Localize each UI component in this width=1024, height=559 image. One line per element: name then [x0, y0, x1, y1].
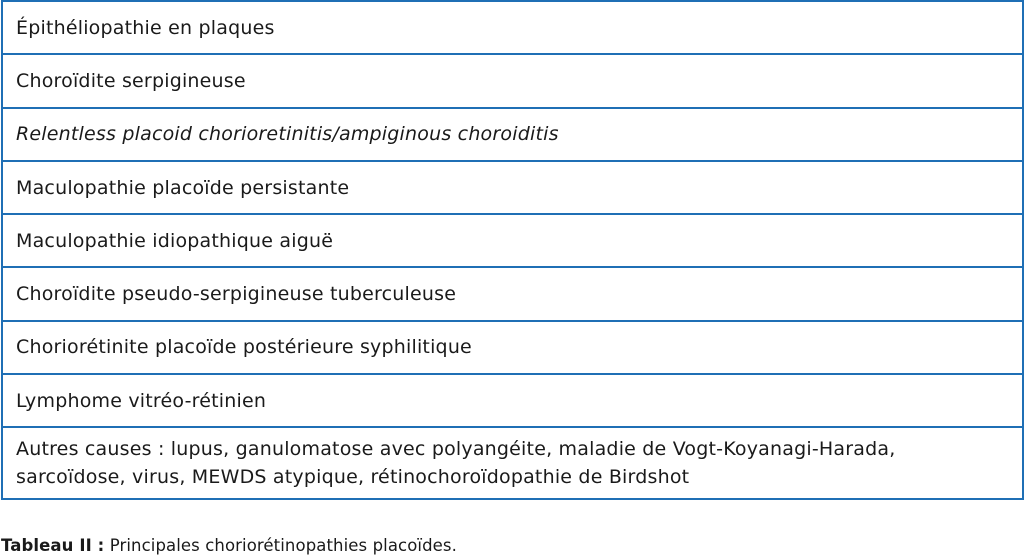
table-cell: Autres causes : lupus, ganulomatose avec polyangéite, maladie de Vogt-Koyanagi-Harada, sarcoïdose, virus, MEWDS atypique, rétinochoroïdopathie de Birdshot: [16, 438, 896, 489]
table-cell: Épithéliopathie en plaques: [16, 16, 275, 39]
caption-text: Principales choriorétinopathies placoïdes.: [104, 536, 457, 555]
table-row: [3, 375, 1022, 428]
table-cell: Maculopathie idiopathique aiguë: [16, 229, 334, 252]
table-row: [3, 268, 1022, 321]
table-row: [3, 215, 1022, 268]
table-cell: Choroïdite serpigineuse: [16, 69, 246, 92]
table-row: [3, 428, 1022, 500]
table-caption: [1, 536, 457, 555]
table-row: [3, 55, 1022, 108]
table-row: [3, 322, 1022, 375]
table-row: [3, 162, 1022, 215]
caption-label: Tableau II :: [1, 536, 105, 555]
table-cell: Choroïdite pseudo-serpigineuse tuberculeuse: [16, 283, 457, 306]
table-row: [3, 109, 1022, 162]
table-cell: Choriorétinite placoïde postérieure syphilitique: [16, 336, 472, 359]
causes-table: [1, 0, 1024, 500]
table-cell: Lymphome vitréo-rétinien: [16, 389, 267, 412]
table-cell: Relentless placoid chorioretinitis/ampiginous choroiditis: [16, 123, 559, 146]
table-row: [3, 2, 1022, 55]
table-cell: Maculopathie placoïde persistante: [16, 176, 350, 199]
